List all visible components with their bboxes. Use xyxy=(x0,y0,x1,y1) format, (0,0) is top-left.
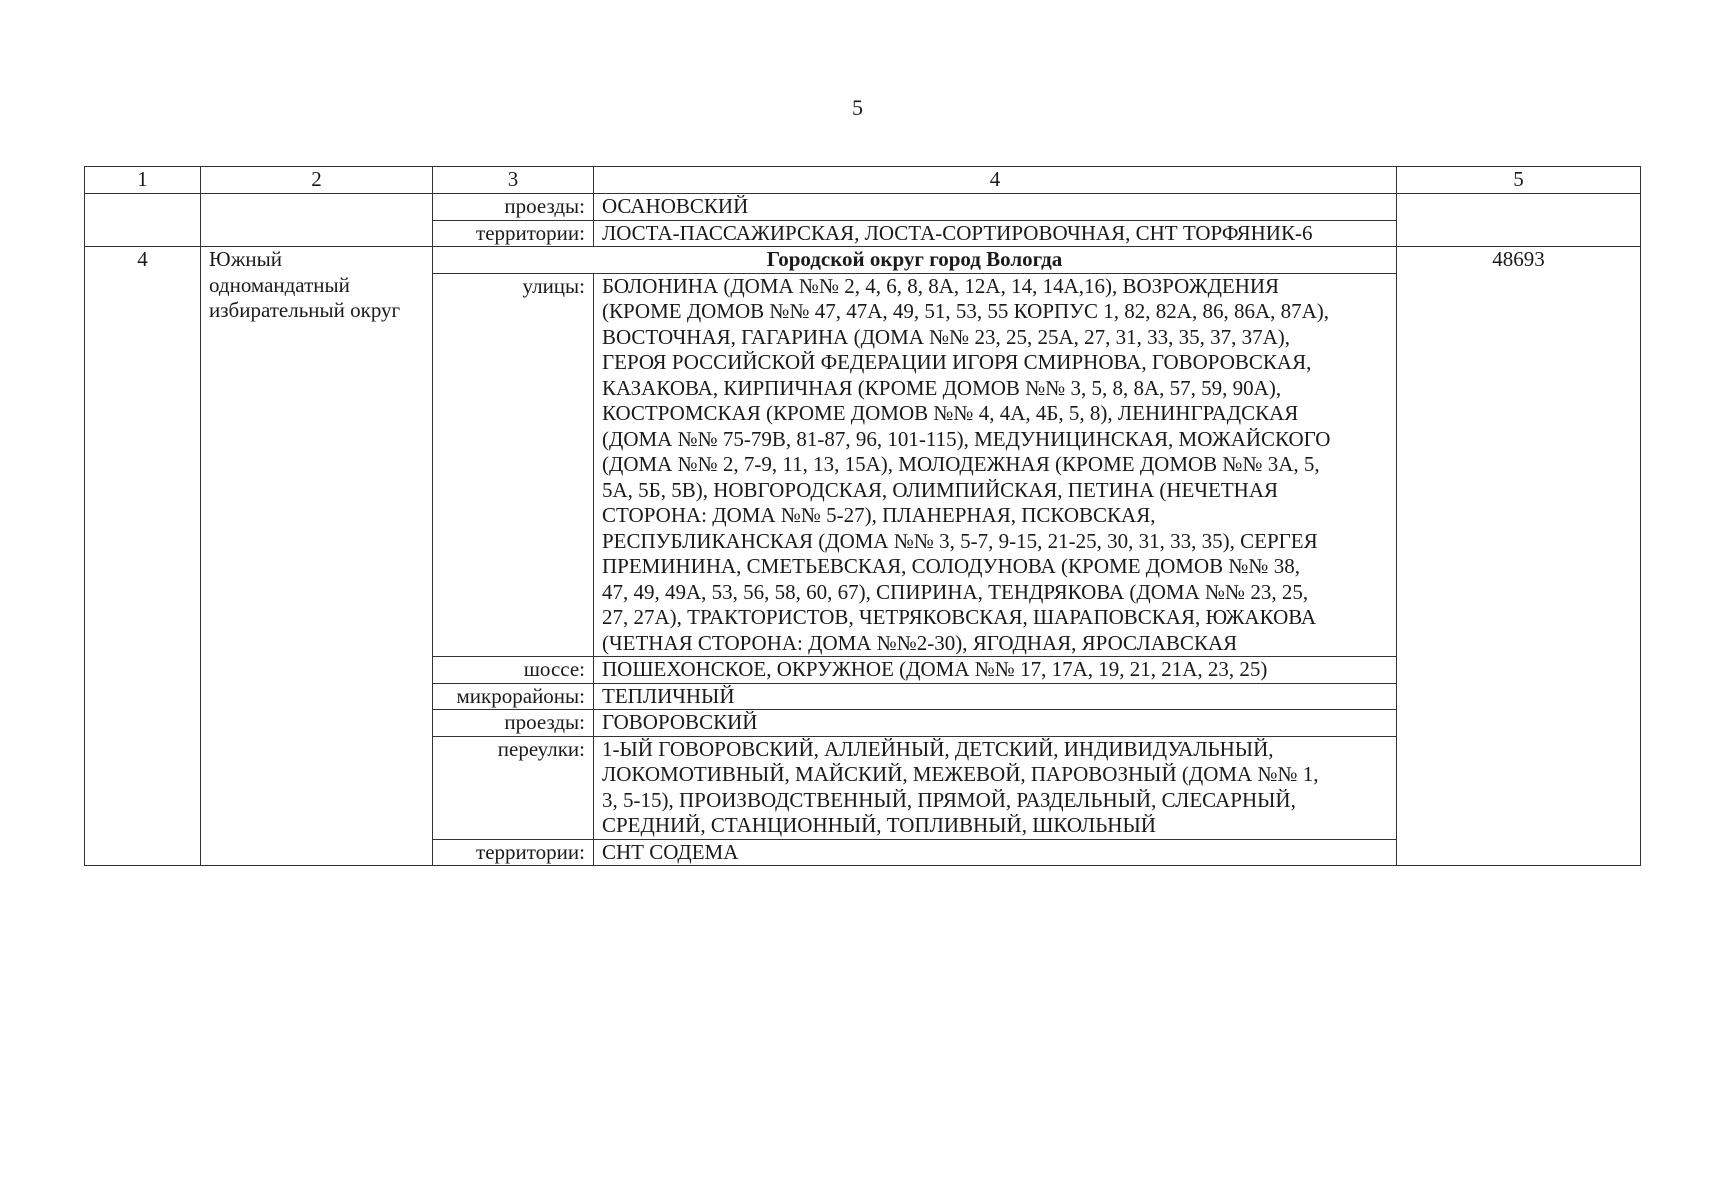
address-line: ОСАНОВСКИЙ xyxy=(602,194,749,218)
category-label: территории: xyxy=(433,839,594,866)
header-row xyxy=(85,167,1641,194)
address-line: РЕСПУБЛИКАНСКАЯ (ДОМА №№ 3, 5-7, 9-15, 21-25, 30, 31, 33, 35), СЕРГЕЯ xyxy=(602,528,1318,553)
address-list xyxy=(594,710,1397,737)
address-line: СТОРОНА: ДОМА №№ 5-27), ПЛАНЕРНАЯ, ПСКОВСКАЯ, xyxy=(602,503,1156,527)
address-line: (КРОМЕ ДОМОВ №№ 47, 47А, 49, 51, 53, 55 КОРПУС 1, 82, 82А, 86, 86А, 87А), xyxy=(602,299,1330,323)
category-label: территории: xyxy=(433,220,594,247)
category-label: переулки: xyxy=(433,736,594,839)
district-heading: Городской округ город Вологда xyxy=(433,247,1397,274)
okrug-number: 4 xyxy=(85,247,201,866)
header-cell-2: 2 xyxy=(201,167,433,194)
address-line: (ДОМА №№ 75-79В, 81-87, 96, 101-115), МЕДУНИЦИНСКАЯ, МОЖАЙСКОГО xyxy=(602,426,1331,451)
address-line: БОЛОНИНА (ДОМА №№ 2, 4, 6, 8, 8А, 12А, 14, 14А,16), ВОЗРОЖДЕНИЯ xyxy=(602,273,1280,298)
address-list xyxy=(594,194,1397,221)
okrug-name-cell xyxy=(201,194,433,247)
address-list xyxy=(594,683,1397,710)
address-line: 1-ЫЙ ГОВОРОВСКИЙ, АЛЛЕЙНЫЙ, ДЕТСКИЙ, ИНДИВИДУАЛЬНЫЙ, xyxy=(602,736,1274,761)
address-line: (ДОМА №№ 2, 7-9, 11, 13, 15А), МОЛОДЕЖНАЯ (КРОМЕ ДОМОВ №№ 3А, 5, xyxy=(602,452,1320,476)
table-row xyxy=(85,247,1641,274)
table-row xyxy=(85,194,1641,221)
category-label: микрорайоны: xyxy=(433,683,594,710)
address-line: ПОШЕХОНСКОЕ, ОКРУЖНОЕ (ДОМА №№ 17, 17А, 19, 21, 21А, 23, 25) xyxy=(602,657,1268,681)
header-cell-4: 4 xyxy=(594,167,1397,194)
address-line: 27, 27А), ТРАКТОРИСТОВ, ЧЕТРЯКОВСКАЯ, ШАРАПОВСКАЯ, ЮЖАКОВА xyxy=(602,605,1317,629)
category-label: проезды: xyxy=(433,710,594,737)
address-line: ПРЕМИНИНА, СМЕТЬЕВСКАЯ, СОЛОДУНОВА (КРОМЕ ДОМОВ №№ 38, xyxy=(602,554,1300,578)
address-line: ГОВОРОВСКИЙ xyxy=(602,710,758,734)
address-list xyxy=(594,657,1397,684)
header-cell-5: 5 xyxy=(1397,167,1641,194)
okrug-name-line: Южный xyxy=(209,247,282,271)
voters-count: 48693 xyxy=(1397,247,1641,866)
okrug-name xyxy=(201,247,433,866)
address-line: СНТ СОДЕМА xyxy=(602,839,739,864)
address-list xyxy=(594,273,1397,657)
address-line: ЛОКОМОТИВНЫЙ, МАЙСКИЙ, МЕЖЕВОЙ, ПАРОВОЗНЫЙ (ДОМА №№ 1, xyxy=(602,762,1319,786)
address-list xyxy=(594,736,1397,839)
address-line: КОСТРОМСКАЯ (КРОМЕ ДОМОВ №№ 4, 4А, 4Б, 5, 8), ЛЕНИНГРАДСКАЯ xyxy=(602,401,1299,425)
address-line: ГЕРОЯ РОССИЙСКОЙ ФЕДЕРАЦИИ ИГОРЯ СМИРНОВА, ГОВОРОВСКАЯ, xyxy=(602,350,1312,374)
voters-cell xyxy=(1397,194,1641,247)
okrug-name-line: избирательный округ xyxy=(209,298,401,322)
header-cell-1: 1 xyxy=(85,167,201,194)
address-line: 3, 5-15), ПРОИЗВОДСТВЕННЫЙ, ПРЯМОЙ, РАЗДЕЛЬНЫЙ, СЛЕСАРНЫЙ, xyxy=(602,787,1296,812)
address-line: ЛОСТА-ПАССАЖИРСКАЯ, ЛОСТА-СОРТИРОВОЧНАЯ, СНТ ТОРФЯНИК-6 xyxy=(602,220,1313,245)
address-line: 5А, 5Б, 5В), НОВГОРОДСКАЯ, ОЛИМПИЙСКАЯ, ПЕТИНА (НЕЧЕТНАЯ xyxy=(602,477,1278,502)
address-line: СРЕДНИЙ, СТАНЦИОННЫЙ, ТОПЛИВНЫЙ, ШКОЛЬНЫЙ xyxy=(602,813,1156,837)
address-list xyxy=(594,839,1397,866)
address-list xyxy=(594,220,1397,247)
header-cell-3: 3 xyxy=(433,167,594,194)
address-line: ТЕПЛИЧНЫЙ xyxy=(602,683,735,708)
category-label: проезды: xyxy=(433,194,594,221)
page-number: 5 xyxy=(852,95,863,120)
address-line: ВОСТОЧНАЯ, ГАГАРИНА (ДОМА №№ 23, 25, 25А, 27, 31, 33, 35, 37, 37А), xyxy=(602,324,1291,349)
category-label: улицы: xyxy=(433,273,594,657)
okrug-name-line: одномандатный xyxy=(209,272,350,297)
address-line: КАЗАКОВА, КИРПИЧНАЯ (КРОМЕ ДОМОВ №№ 3, 5, 8, 8А, 57, 59, 90А), xyxy=(602,375,1282,400)
okrug-table xyxy=(84,166,1641,866)
address-line: (ЧЕТНАЯ СТОРОНА: ДОМА №№2-30), ЯГОДНАЯ, ЯРОСЛАВСКАЯ xyxy=(602,630,1238,655)
category-label: шоссе: xyxy=(433,657,594,684)
address-line: 47, 49, 49А, 53, 56, 58, 60, 67), СПИРИНА, ТЕНДРЯКОВА (ДОМА №№ 23, 25, xyxy=(602,579,1309,604)
okrug-number-cell xyxy=(85,194,201,247)
